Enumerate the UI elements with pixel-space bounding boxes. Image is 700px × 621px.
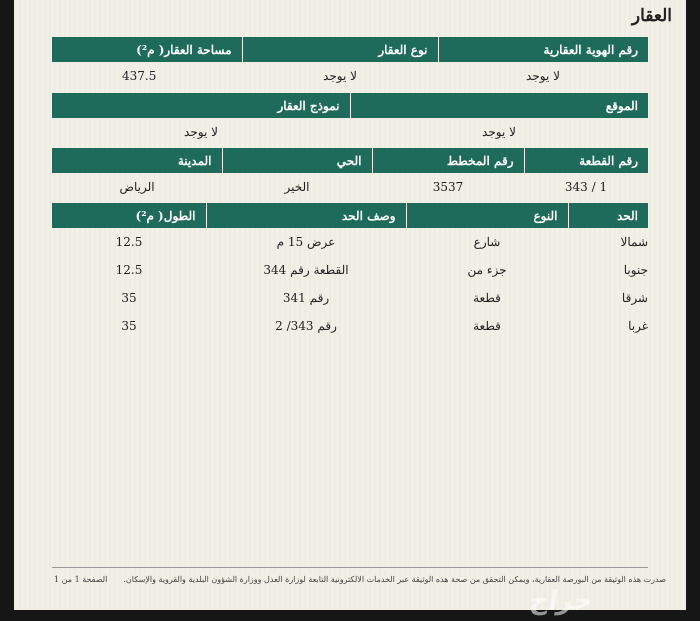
header-district: الحي <box>222 148 372 173</box>
property-location-table <box>52 93 648 146</box>
boundary-type: شارع <box>473 235 501 249</box>
property-identity-table <box>52 37 648 90</box>
boundary-direction: شمالا <box>620 235 648 249</box>
plot-details-table <box>52 148 648 201</box>
table-row <box>52 256 648 284</box>
boundary-description: رقم 341 <box>282 291 330 305</box>
boundaries-table <box>52 203 648 340</box>
table-header-row <box>52 37 648 62</box>
value-plot-number: 1 / 343 <box>564 180 608 194</box>
value-scheme-number: 3537 <box>432 180 464 194</box>
boundary-direction: غربا <box>628 319 648 333</box>
header-plot-number: رقم القطعة <box>524 148 648 173</box>
page-number: الصفحة 1 من 1 <box>54 575 108 584</box>
table-row <box>52 62 648 90</box>
header-scheme-number: رقم المخطط <box>372 148 524 173</box>
boundary-description: عرض 15 م <box>276 235 336 249</box>
boundary-length: 35 <box>121 319 137 333</box>
header-boundary: الحد <box>568 203 648 228</box>
boundary-length: 12.5 <box>115 263 143 277</box>
header-boundary-length: الطول( م²) <box>52 203 206 228</box>
header-property-model: نموذج العقار <box>52 93 350 118</box>
table-row <box>52 173 648 201</box>
table-row <box>52 228 648 256</box>
boundary-description: القطعة رقم 344 <box>263 263 349 277</box>
boundary-type: قطعة <box>473 291 501 305</box>
header-boundary-description: وصف الحد <box>206 203 406 228</box>
boundary-direction: شرقا <box>621 291 648 305</box>
header-boundary-type: النوع <box>406 203 568 228</box>
footer-disclaimer: صدرت هذه الوثيقة من البورصة العقارية، ويمكن التحقق من صحة هذه الوثيقة عبر الخدمات الالكترونية التابعة لوزارة العدل ووزارة الشؤون البلدية والقروية والإسكان. <box>123 575 666 584</box>
section-title: العقار <box>631 6 672 26</box>
boundary-description: رقم 343/ 2 <box>275 319 337 333</box>
table-row <box>52 284 648 312</box>
header-property-area: مساحة العقار( م²) <box>52 37 242 62</box>
value-property-type: لا يوجد <box>323 69 357 83</box>
value-district: الخير <box>284 180 310 194</box>
boundary-type: جزء من <box>467 263 507 277</box>
boundary-length: 12.5 <box>115 235 143 249</box>
value-property-model: لا يوجد <box>184 125 218 139</box>
header-city: المدينة <box>52 148 222 173</box>
boundary-type: قطعة <box>473 319 501 333</box>
boundary-direction: جنوبا <box>623 263 648 277</box>
table-header-row <box>52 93 648 118</box>
value-location: لا يوجد <box>482 125 516 139</box>
header-property-type: نوع العقار <box>242 37 438 62</box>
header-location: الموقع <box>350 93 648 118</box>
footer-divider <box>52 567 648 568</box>
header-property-id: رقم الهوية العقارية <box>438 37 648 62</box>
value-property-area: 437.5 <box>122 69 157 83</box>
boundary-length: 35 <box>121 291 137 305</box>
table-header-row <box>52 148 648 173</box>
table-row <box>52 118 648 146</box>
document-page <box>14 0 686 610</box>
table-header-row <box>52 203 648 228</box>
watermark-logo: حراج <box>527 586 596 616</box>
table-row <box>52 312 648 340</box>
value-property-id: لا يوجد <box>526 69 560 83</box>
value-city: الرياض <box>119 180 155 194</box>
